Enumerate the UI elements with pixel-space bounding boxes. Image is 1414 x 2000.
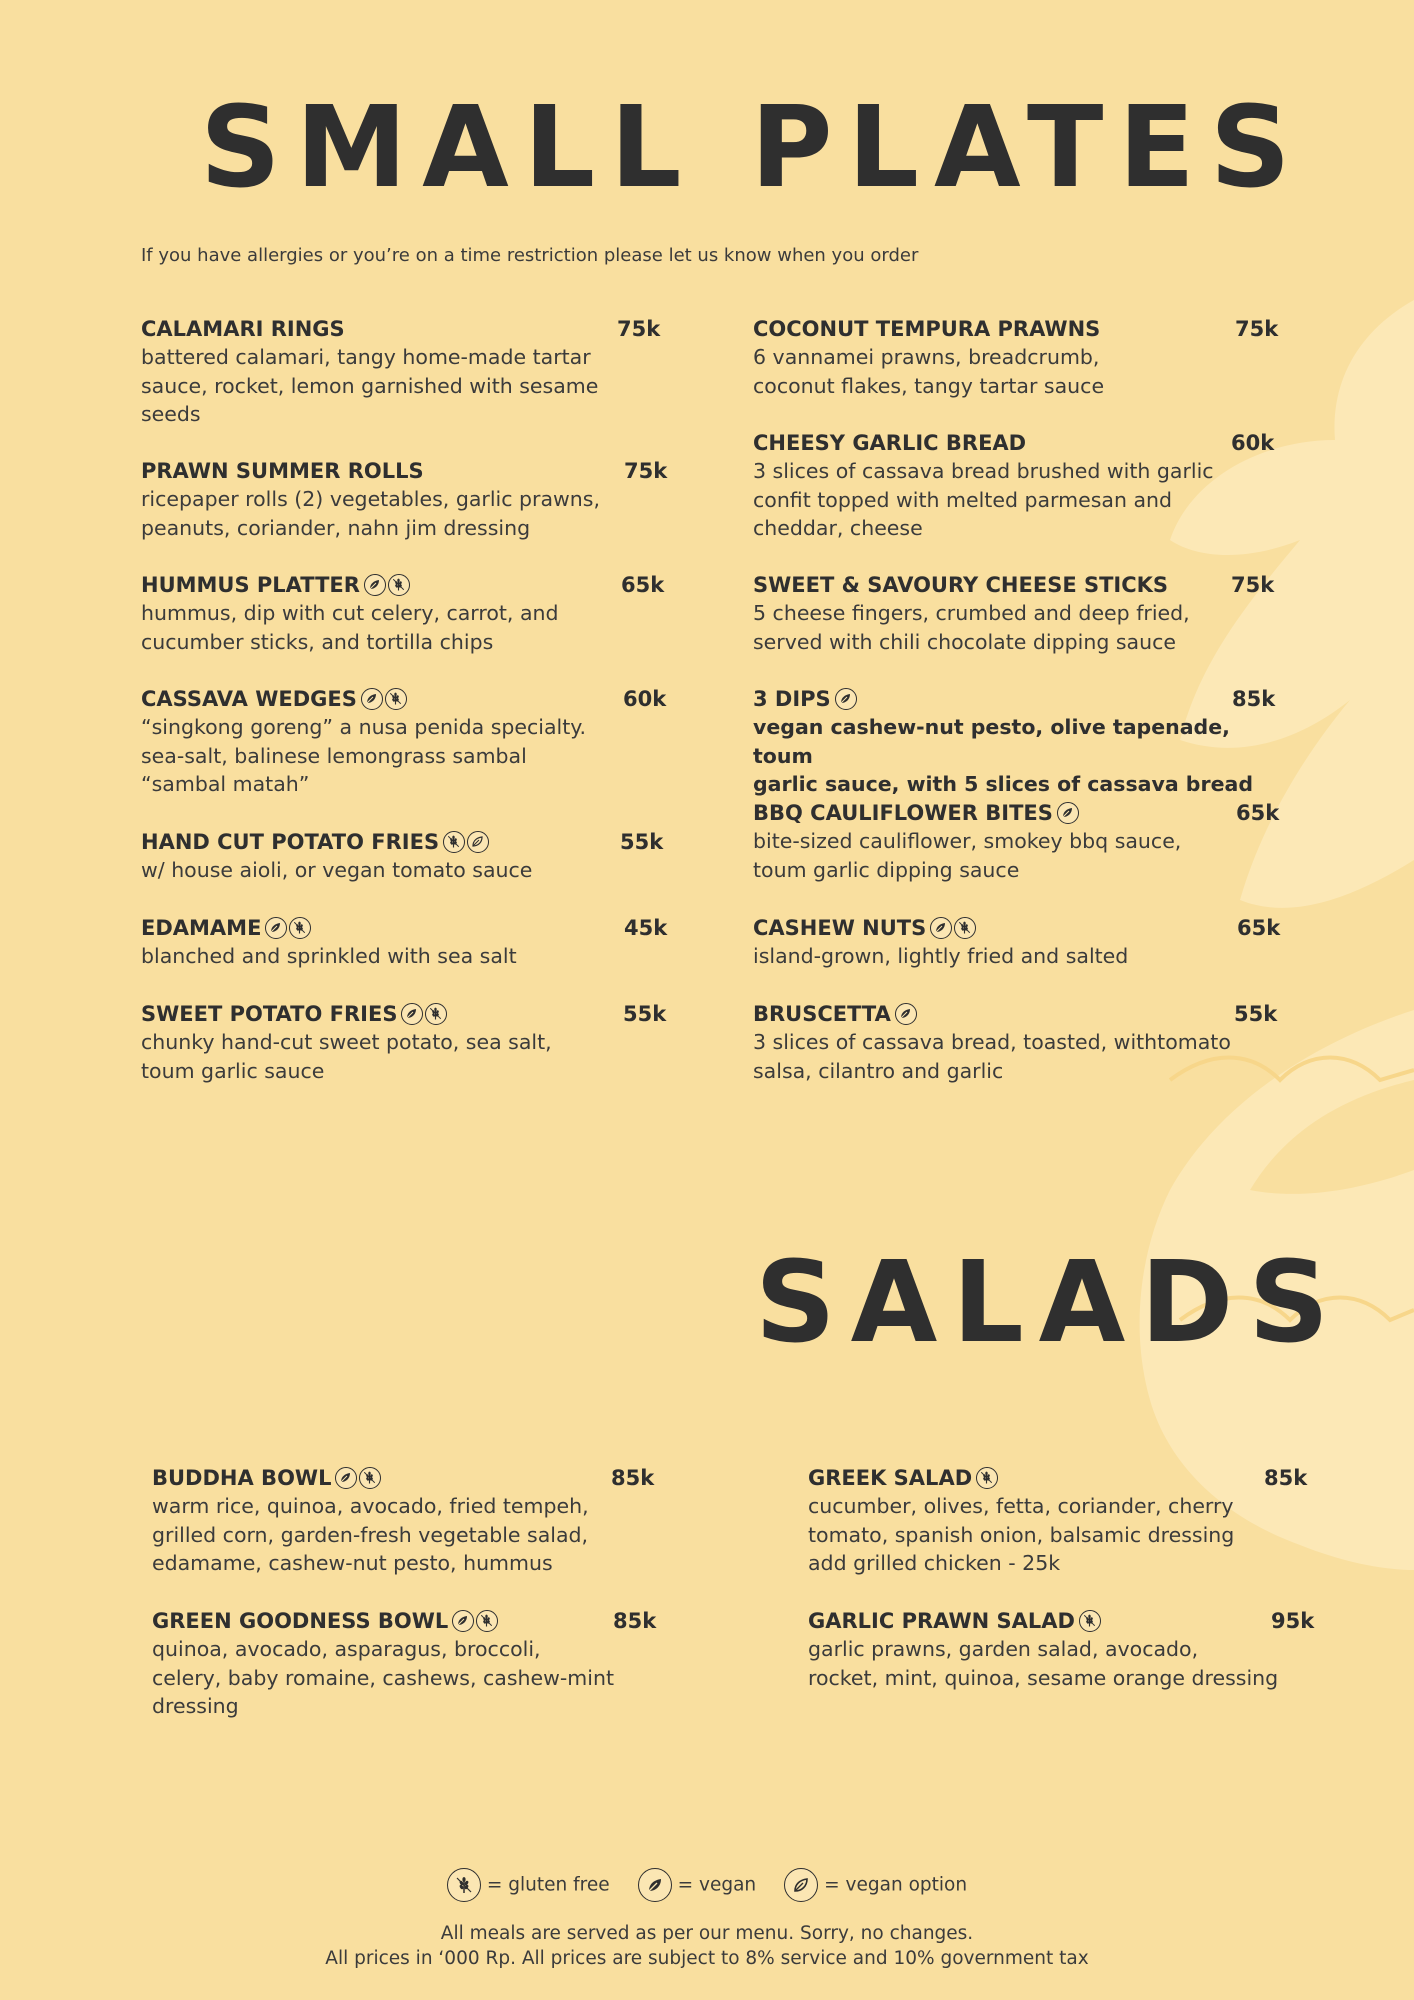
dietary-icons	[443, 827, 491, 857]
menu-item-description: ricepaper rolls (2) vegetables, garlic prawns, peanuts, coriander, nahn jim dressing	[141, 487, 600, 540]
gluten-free-icon	[289, 917, 311, 939]
menu-item-price: 85k	[611, 1466, 655, 1490]
vegan-icon	[361, 688, 383, 710]
menu-item-price: 75k	[624, 459, 668, 483]
menu-item-description: battered calamari, tangy home-made tartar sauce, rocket, lemon garnished with sesame seeds	[141, 345, 599, 426]
menu-item-header	[141, 827, 666, 857]
menu-item-price: 75k	[617, 317, 661, 341]
menu-item-cassava-wedges	[141, 684, 666, 799]
menu-item-header	[141, 314, 666, 344]
menu-item-name: CALAMARI RINGS	[141, 317, 345, 341]
menu-item-hand-cut-potato-fries	[141, 827, 666, 885]
menu-item-cheesy-garlic-bread	[753, 428, 1283, 543]
menu-item-description: “singkong goreng” a nusa penida specialty. sea-salt, balinese lemongrass sambal “sambal matah”	[141, 715, 587, 796]
menu-item-price: 55k	[1234, 1002, 1278, 1026]
vegan-icon	[638, 1868, 672, 1902]
menu-item-name: HAND CUT POTATO FRIES	[141, 830, 440, 854]
menu-item-header	[753, 428, 1283, 458]
legend-entry-gluten-free	[447, 1868, 610, 1902]
menu-item-description: w/ house aioli, or vegan tomato sauce	[141, 858, 533, 882]
gluten-free-icon	[476, 1610, 498, 1632]
menu-item-description: 3 slices of cassava bread, toasted, withtomato salsa, cilantro and garlic	[753, 1030, 1231, 1083]
gluten-free-icon	[954, 917, 976, 939]
menu-item-price: 60k	[623, 687, 667, 711]
dietary-icons	[364, 570, 412, 600]
vegan-icon	[265, 917, 287, 939]
menu-item-description: hummus, dip with cut celery, carrot, and cucumber sticks, and tortilla chips	[141, 601, 559, 654]
dietary-icons	[335, 1463, 383, 1493]
menu-item-price: 85k	[1264, 1466, 1308, 1490]
menu-item-price: 60k	[1231, 431, 1275, 455]
menu-item-header	[152, 1606, 657, 1636]
vegan-icon	[401, 1003, 423, 1025]
gluten-free-icon	[1079, 1610, 1101, 1632]
footer-note: All meals are served as per our menu. Sorry, no changes.	[440, 1923, 974, 1944]
menu-item-price: 45k	[624, 916, 668, 940]
menu-item-price: 75k	[1231, 573, 1275, 597]
legend-label: = vegan	[677, 1874, 757, 1896]
menu-item-name: BBQ CAULIFLOWER BITES	[753, 801, 1053, 825]
menu-item-description: 6 vannamei prawns, breadcrumb, coconut flakes, tangy tartar sauce	[753, 345, 1105, 398]
menu-item-header	[141, 999, 666, 1029]
vegan-icon	[452, 1610, 474, 1632]
gluten-free-icon	[425, 1003, 447, 1025]
menu-item-name: EDAMAME	[141, 916, 262, 940]
vegan-icon	[930, 917, 952, 939]
gluten-free-icon	[443, 831, 465, 853]
dietary-icons	[895, 999, 919, 1029]
menu-item-sweet-potato-fries	[141, 999, 666, 1085]
menu-item-bruscetta	[753, 999, 1283, 1085]
menu-item-header	[141, 570, 666, 600]
gluten-free-icon	[976, 1467, 998, 1489]
dietary-icons	[976, 1463, 1000, 1493]
vegan-icon	[895, 1003, 917, 1025]
menu-item-description: quinoa, avocado, asparagus, broccoli, celery, baby romaine, cashews, cashew-mint dressing	[152, 1637, 614, 1718]
menu-item-coconut-tempura-prawns	[753, 314, 1283, 400]
vegan-icon	[335, 1467, 357, 1489]
dietary-icons	[452, 1606, 500, 1636]
menu-item-price: 65k	[621, 573, 665, 597]
salads-title: SALADS	[754, 1238, 1344, 1368]
menu-item-prawn-summer-rolls	[141, 456, 666, 542]
gluten-free-icon	[388, 574, 410, 596]
menu-item-description: warm rice, quinoa, avocado, fried tempeh, grilled corn, garden-fresh vegetable salad, edamame, cashew-nut pesto, hummus	[152, 1494, 589, 1575]
menu-item-header	[753, 570, 1283, 600]
menu-item-edamame	[141, 913, 666, 971]
vegan-icon	[1057, 802, 1079, 824]
menu-item-price: 75k	[1235, 317, 1279, 341]
menu-item-description: garlic prawns, garden salad, avocado, rocket, mint, quinoa, sesame orange dressing	[808, 1637, 1279, 1690]
gluten-free-icon	[447, 1868, 481, 1902]
allergy-notice: If you have allergies or you’re on a time restriction please let us know when you order	[141, 245, 919, 266]
menu-item-name: PRAWN SUMMER ROLLS	[141, 459, 424, 483]
dietary-icons	[401, 999, 449, 1029]
dietary-legend	[0, 1868, 1414, 1902]
menu-item-name: HUMMUS PLATTER	[141, 573, 360, 597]
menu-item-header	[753, 798, 1283, 828]
vegan-option-icon	[467, 831, 489, 853]
menu-item-price: 65k	[1236, 801, 1280, 825]
menu-item-description: bite-sized cauliflower, smokey bbq sauce, toum garlic dipping sauce	[753, 829, 1182, 882]
footer-tax-note: All prices in ‘000 Rp. All prices are subject to 8% service and 10% government tax	[325, 1948, 1089, 1969]
menu-item-header	[753, 999, 1283, 1029]
menu-item-header	[152, 1463, 657, 1493]
menu-item-green-goodness-bowl	[152, 1606, 657, 1721]
menu-item-calamari-rings	[141, 314, 666, 429]
legend-entry-vegan-option	[784, 1868, 967, 1902]
dietary-icons	[1079, 1606, 1103, 1636]
menu-item-header	[753, 314, 1283, 344]
menu-item-description: 5 cheese fingers, crumbed and deep fried, served with chili chocolate dipping sauce	[753, 601, 1190, 654]
legend-label: = gluten free	[486, 1874, 610, 1896]
legend-entry-vegan	[638, 1868, 757, 1902]
menu-item-price: 55k	[623, 1002, 667, 1026]
menu-item-header	[141, 913, 666, 943]
menu-item-price: 95k	[1271, 1609, 1315, 1633]
menu-item-name: 3 DIPS	[753, 687, 831, 711]
menu-item-name: SWEET POTATO FRIES	[141, 1002, 398, 1026]
menu-item-name: BRUSCETTA	[753, 1002, 891, 1026]
menu-item-bbq-cauliflower-bites	[753, 798, 1283, 884]
dietary-icons	[835, 684, 859, 714]
menu-item-name: BUDDHA BOWL	[152, 1466, 332, 1490]
vegan-icon	[364, 574, 386, 596]
menu-item-name: GREEN GOODNESS BOWL	[152, 1609, 449, 1633]
menu-item-name: CASHEW NUTS	[753, 916, 927, 940]
menu-item-hummus-platter	[141, 570, 666, 656]
menu-item-description: island-grown, lightly fried and salted	[753, 944, 1129, 968]
menu-item-header	[753, 913, 1283, 943]
menu-item-name: GREEK SALAD	[808, 1466, 973, 1490]
menu-item-description: cucumber, olives, fetta, coriander, cherry tomato, spanish onion, balsamic dressing add grilled chicken - 25k	[808, 1494, 1235, 1575]
menu-item-price: 55k	[620, 830, 664, 854]
gluten-free-icon	[385, 688, 407, 710]
menu-item-cashew-nuts	[753, 913, 1283, 971]
dietary-icons	[930, 913, 978, 943]
menu-item-price: 85k	[613, 1609, 657, 1633]
small-plates-title: SMALL PLATES	[200, 83, 1306, 213]
menu-item-description: vegan cashew-nut pesto, olive tapenade, toum garlic sauce, with 5 slices of cassava bread	[753, 715, 1254, 796]
legend-label: = vegan option	[824, 1874, 968, 1896]
menu-item-header	[808, 1463, 1318, 1493]
vegan-option-icon	[784, 1868, 818, 1902]
dietary-icons	[361, 684, 409, 714]
menu-item-header	[141, 684, 666, 714]
menu-item-garlic-prawn-salad	[808, 1606, 1318, 1692]
menu-item-sweet-and-savoury-cheese-sticks	[753, 570, 1283, 656]
menu-item-header	[808, 1606, 1318, 1636]
menu-item-name: CHEESY GARLIC BREAD	[753, 431, 1027, 455]
dietary-icons	[265, 913, 313, 943]
menu-item-greek-salad	[808, 1463, 1318, 1578]
menu-item-3-dips	[753, 684, 1283, 799]
menu-item-price: 85k	[1232, 687, 1276, 711]
menu-item-buddha-bowl	[152, 1463, 657, 1578]
gluten-free-icon	[359, 1467, 381, 1489]
menu-item-name: CASSAVA WEDGES	[141, 687, 357, 711]
menu-item-name: COCONUT TEMPURA PRAWNS	[753, 317, 1101, 341]
menu-item-name: GARLIC PRAWN SALAD	[808, 1609, 1075, 1633]
menu-item-name: SWEET & SAVOURY CHEESE STICKS	[753, 573, 1169, 597]
menu-item-price: 65k	[1237, 916, 1281, 940]
menu-item-header	[753, 684, 1283, 714]
dietary-icons	[1057, 798, 1081, 828]
menu-item-header	[141, 456, 666, 486]
menu-item-description: 3 slices of cassava bread brushed with garlic confit topped with melted parmesan and cheddar, cheese	[753, 459, 1214, 540]
menu-item-description: chunky hand-cut sweet potato, sea salt, toum garlic sauce	[141, 1030, 552, 1083]
menu-item-description: blanched and sprinkled with sea salt	[141, 944, 517, 968]
vegan-icon	[835, 688, 857, 710]
